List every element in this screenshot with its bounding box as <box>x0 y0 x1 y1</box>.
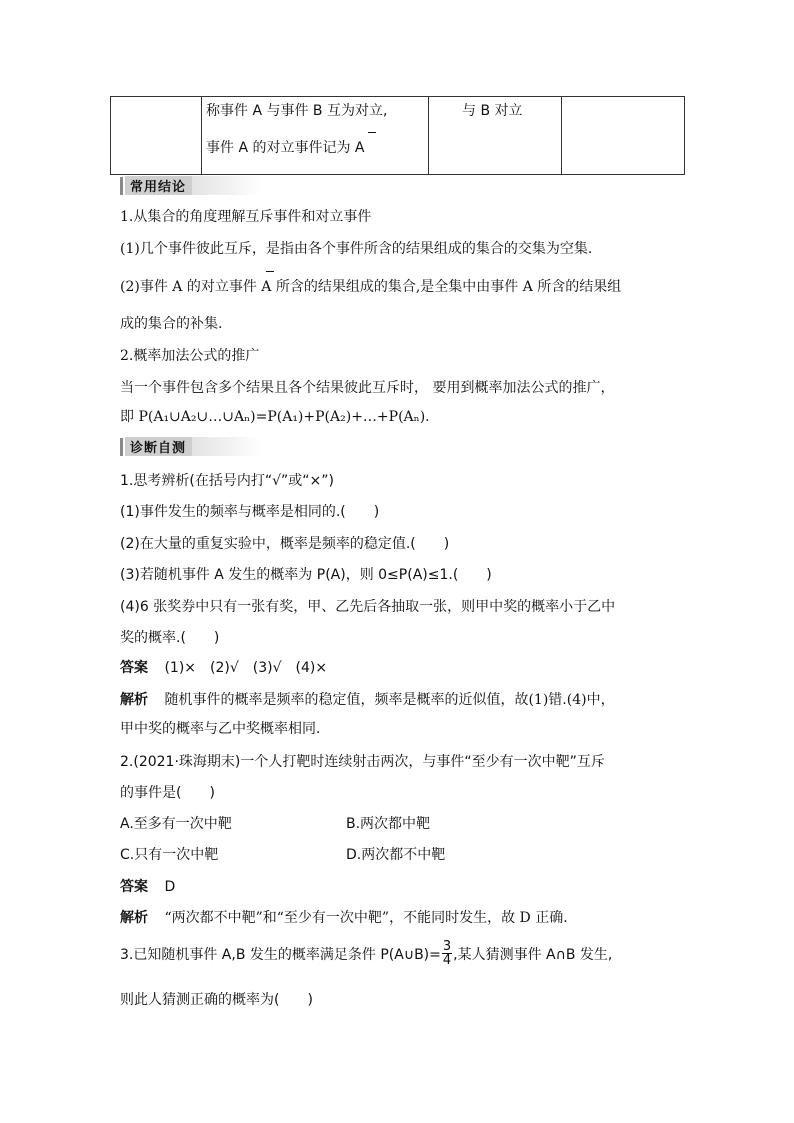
q3-prefix: 3.已知随机事件 A,B 发生的概率满足条件 P(A∪B)= <box>120 946 441 963</box>
q1-item2: (2)在大量的重复实验中，概率是频率的稳定值.( ) <box>120 536 450 552</box>
analysis-label: 解析 <box>120 692 148 708</box>
section-header-fade <box>192 176 262 195</box>
analysis-label: 解析 <box>120 910 148 926</box>
conclusion-item1-p2-line1: (2)事件 A 的对立事件 A 所含的结果组成的集合,是全集中由事件 A 所含的结果组 <box>120 279 622 295</box>
q1-item1: (1)事件发生的频率与概率是相同的.( ) <box>120 504 380 520</box>
q1-item4-line1: (4)6 张奖券中只有一张有奖，甲、乙先后各抽取一张，则甲中奖的概率小于乙中 <box>120 599 616 615</box>
q1-answer: (1)× (2)√ (3)√ (4)× <box>164 660 328 676</box>
q1-analysis-line1: 随机事件的概率是频率的稳定值，频率是概率的近似值，故(1)错.(4)中， <box>164 692 615 708</box>
q2-analysis: “两次都不中靶”和“至少有一次中靶”，不能同时发生，故 D 正确. <box>164 910 568 926</box>
fraction-denominator: 4 <box>442 953 452 968</box>
table-divider <box>201 97 202 174</box>
q1-analysis-row <box>120 689 615 709</box>
table-divider <box>561 97 562 174</box>
section-header-conclusions <box>120 176 262 195</box>
q1-item4-line2: 奖的概率.( ) <box>120 630 220 646</box>
q2-stem-line1: 2.(2021·珠海期末)一个人打靶时连续射击两次，与事件“至少有一次中靶”互斥 <box>120 754 605 770</box>
q2-answer: D <box>164 879 176 895</box>
q2-option-c: C.只有一次中靶 <box>120 847 219 863</box>
table-cell-definition-line1: 称事件 A 与事件 B 互为对立, <box>206 103 388 119</box>
section-header-title: 常用结论 <box>125 176 192 195</box>
section-header-fade <box>192 437 262 456</box>
q2-option-d: D.两次都不中靶 <box>346 847 446 863</box>
table-cell-definition-line2: 事件 A 的对立事件记为 A <box>206 140 365 156</box>
section-header-self-test <box>120 437 262 456</box>
conclusion-item1-heading: 1.从集合的角度理解互斥事件和对立事件 <box>120 209 372 225</box>
conclusion-item1-p1: (1)几个事件彼此互斥，是指由各个事件所含的结果组成的集合的交集为空集. <box>120 241 593 257</box>
q2-option-a: A.至多有一次中靶 <box>120 816 232 832</box>
q2-analysis-row <box>120 907 568 927</box>
conclusion-item2-line1: 当一个事件包含多个结果且各个结果彼此互斥时， 要用到概率加法公式的推广， <box>120 380 615 396</box>
conclusion-item2-heading: 2.概率加法公式的推广 <box>120 348 260 364</box>
overline-mark <box>368 132 376 133</box>
q2-option-b: B.两次都中靶 <box>346 816 431 832</box>
conclusion-item2-formula: 即 P(A₁∪A₂∪…∪Aₙ)=P(A₁)+P(A₂)+…+P(Aₙ). <box>120 409 430 425</box>
q1-analysis-line2: 甲中奖的概率与乙中奖概率相同. <box>120 721 321 737</box>
q1-item3: (3)若随机事件 A 发生的概率为 P(A)，则 0≤P(A)≤1.( ) <box>120 567 492 583</box>
conclusion-item1-p2-line2: 成的集合的补集. <box>120 316 223 332</box>
answer-label: 答案 <box>120 879 148 895</box>
table-divider <box>428 97 429 174</box>
q2-answer-row <box>120 876 175 896</box>
q1-answer-row <box>120 657 327 677</box>
section-header-title: 诊断自测 <box>125 437 192 456</box>
answer-label: 答案 <box>120 660 148 676</box>
definition-table <box>110 96 685 175</box>
q1-stem: 1.思考辨析(在括号内打“√”或“×”) <box>120 473 334 489</box>
section-header-bar <box>120 177 123 195</box>
table-cell-symbol: 与 B 对立 <box>462 103 523 119</box>
q2-stem-line2: 的事件是( ) <box>120 785 215 801</box>
overline-mark <box>266 271 274 272</box>
q3-stem-line2: 则此人猜测正确的概率为( ) <box>120 992 313 1008</box>
q3-fraction <box>442 940 452 967</box>
q3-suffix: ,某人猜测事件 A∩B 发生, <box>453 946 613 963</box>
q3-stem-line1 <box>120 940 612 967</box>
section-header-bar <box>120 438 123 456</box>
fraction-numerator: 3 <box>442 939 452 954</box>
